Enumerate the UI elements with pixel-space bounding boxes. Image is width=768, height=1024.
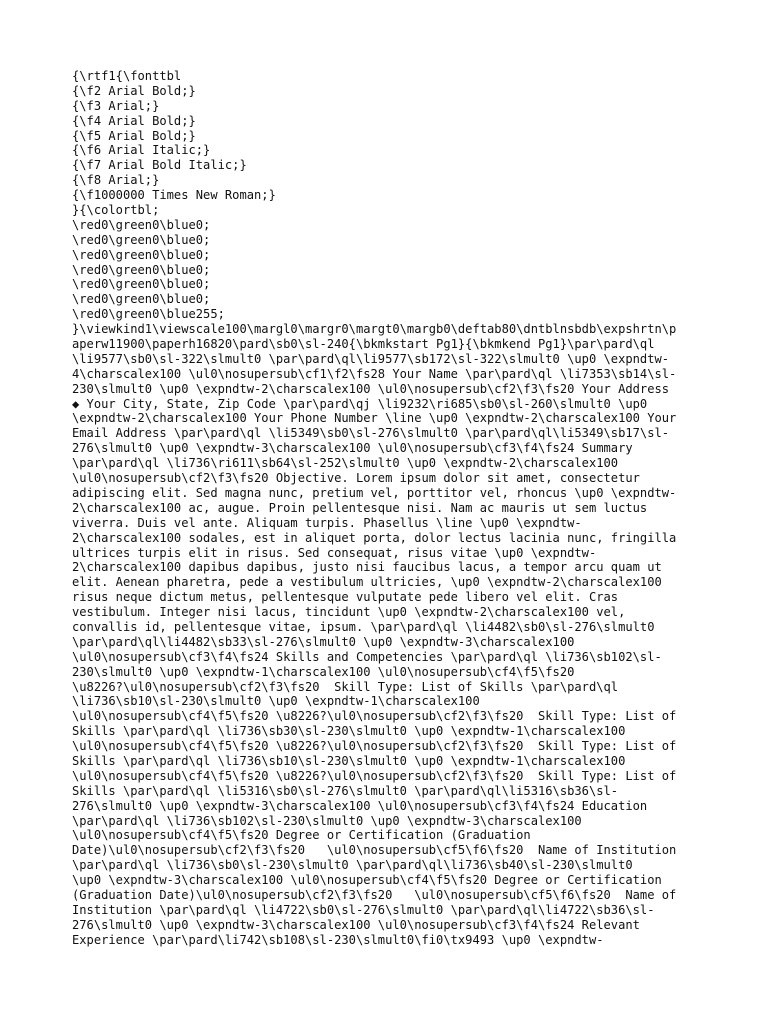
text-line: Experience \par\pard\li742\sb108\sl-230\slmult0\fi0\tx9493 \up0 \expndtw- xyxy=(72,932,604,947)
text-line: \red0\green0\blue255; xyxy=(72,307,225,322)
text-line: Skills \par\pard\ql \li736\sb10\sl-230\slmult0 \up0 \expndtw-1\charscalex100 xyxy=(72,753,626,768)
text-line: \u8226?\ul0\nosupersub\cf2\f3\fs20 Skill Type: List of Skills \par\pard\ql xyxy=(72,679,619,694)
text-line: {\f6 Arial Italic;} xyxy=(72,143,211,158)
text-line: 4\charscalex100 \ul0\nosupersub\cf1\f2\fs28 Your Name \par\pard\ql \li7353\sb14\sl- xyxy=(72,366,677,381)
text-line: Institution \par\pard\ql \li4722\sb0\sl-276\slmult0 \par\pard\ql\li4722\sb36\sl- xyxy=(72,902,655,917)
text-line: \red0\green0\blue0; xyxy=(72,217,211,232)
text-line: \red0\green0\blue0; xyxy=(72,247,211,262)
text-line: 230\slmult0 \up0 \expndtw-2\charscalex100 \ul0\nosupersub\cf2\f3\fs20 Your Address xyxy=(72,381,670,396)
text-line: 2\charscalex100 dapibus dapibus, justo nisi faucibus lacus, a tempor arcu quam ut xyxy=(72,560,662,575)
text-line: \par\pard\ql \li736\sb0\sl-230\slmult0 \par\pard\ql\li736\sb40\sl-230\slmult0 xyxy=(72,858,633,873)
text-line: Skills \par\pard\ql \li736\sb30\sl-230\slmult0 \up0 \expndtw-1\charscalex100 xyxy=(72,724,626,739)
text-line: \red0\green0\blue0; xyxy=(72,277,211,292)
text-line: 2\charscalex100 sodales, est in aliquet porta, dolor lectus lacinia nunc, fringilla xyxy=(72,530,677,545)
text-line: Email Address \par\pard\ql \li5349\sb0\sl-276\slmult0 \par\pard\ql\li5349\sb17\sl- xyxy=(72,426,670,441)
text-line: \par\pard\ql\li4482\sb33\sl-276\slmult0 \up0 \expndtw-3\charscalex100 xyxy=(72,634,575,649)
text-line: \par\pard\ql \li736\ri611\sb64\sl-252\slmult0 \up0 \expndtw-2\charscalex100 xyxy=(72,456,619,471)
text-line: 276\slmult0 \up0 \expndtw-3\charscalex100 \ul0\nosupersub\cf3\f4\fs24 Relevant xyxy=(72,917,640,932)
text-line: adipiscing elit. Sed magna nunc, pretium vel, porttitor vel, rhoncus \up0 \expndtw- xyxy=(72,485,677,500)
text-line: 276\slmult0 \up0 \expndtw-3\charscalex100 \ul0\nosupersub\cf3\f4\fs24 Education xyxy=(72,798,648,813)
text-line: ultrices turpis elit in risus. Sed consequat, risus vitae \up0 \expndtw- xyxy=(72,545,597,560)
text-line: convallis id, pellentesque vitae, ipsum. \par\pard\ql \li4482\sb0\sl-276\slmult0 xyxy=(72,619,655,634)
text-line: (Graduation Date)\ul0\nosupersub\cf2\f3\fs20 \ul0\nosupersub\cf5\f6\fs20 Name of xyxy=(72,887,677,902)
text-line: \red0\green0\blue0; xyxy=(72,262,211,277)
text-line: viverra. Duis vel ante. Aliquam turpis. Phasellus \line \up0 \expndtw- xyxy=(72,515,582,530)
text-line: \li736\sb10\sl-230\slmult0 \up0 \expndtw-1\charscalex100 xyxy=(72,694,480,709)
text-line: }{\colortbl; xyxy=(72,203,160,218)
text-line: \ul0\nosupersub\cf3\f4\fs24 Skills and Competencies \par\pard\ql \li736\sb102\sl- xyxy=(72,649,662,664)
text-line: \ul0\nosupersub\cf2\f3\fs20 Objective. Lorem ipsum dolor sit amet, consectetur xyxy=(72,471,640,486)
rtf-source-text xyxy=(72,69,700,948)
text-line: \up0 \expndtw-3\charscalex100 \ul0\nosupersub\cf4\f5\fs20 Degree or Certification xyxy=(72,873,662,888)
text-line: 276\slmult0 \up0 \expndtw-3\charscalex100 \ul0\nosupersub\cf3\f4\fs24 Summary xyxy=(72,441,633,456)
text-line: \ul0\nosupersub\cf4\f5\fs20 Degree or Certification (Graduation xyxy=(72,828,531,843)
text-line: 230\slmult0 \up0 \expndtw-1\charscalex100 \ul0\nosupersub\cf4\f5\fs20 xyxy=(72,664,575,679)
text-line: \ul0\nosupersub\cf4\f5\fs20 \u8226?\ul0\nosupersub\cf2\f3\fs20 Skill Type: List of xyxy=(72,709,677,724)
text-line: ◆ Your City, State, Zip Code \par\pard\qj \li9232\ri685\sb0\sl-260\slmult0 \up0 xyxy=(72,396,648,411)
text-line: risus neque dictum metus, pellentesque vulputate pede libero vel elit. Cras xyxy=(72,590,619,605)
text-line: }\viewkind1\viewscale100\margl0\margr0\margt0\margb0\deftab80\dntblnsbdb\expshrtn\p xyxy=(72,322,677,337)
text-line: {\f5 Arial Bold;} xyxy=(72,128,196,143)
text-line: \par\pard\ql \li736\sb102\sl-230\slmult0 \up0 \expndtw-3\charscalex100 xyxy=(72,813,582,828)
text-line: \ul0\nosupersub\cf4\f5\fs20 \u8226?\ul0\nosupersub\cf2\f3\fs20 Skill Type: List of xyxy=(72,768,677,783)
text-line: aperw11900\paperh16820\pard\sb0\sl-240{\bkmkstart Pg1}{\bkmkend Pg1}\par\pard\ql xyxy=(72,337,655,352)
text-line: {\f1000000 Times New Roman;} xyxy=(72,188,276,203)
text-line: {\f7 Arial Bold Italic;} xyxy=(72,158,247,173)
text-line: {\f3 Arial;} xyxy=(72,98,160,113)
text-line: {\f8 Arial;} xyxy=(72,173,160,188)
text-line: Date)\ul0\nosupersub\cf2\f3\fs20 \ul0\nosupersub\cf5\f6\fs20 Name of Institution xyxy=(72,843,677,858)
text-line: 2\charscalex100 ac, augue. Proin pellentesque nisi. Nam ac mauris ut sem luctus xyxy=(72,500,648,515)
text-line: {\f4 Arial Bold;} xyxy=(72,113,196,128)
text-line: \red0\green0\blue0; xyxy=(72,292,211,307)
text-line: {\f2 Arial Bold;} xyxy=(72,83,196,98)
text-line: \ul0\nosupersub\cf4\f5\fs20 \u8226?\ul0\nosupersub\cf2\f3\fs20 Skill Type: List of xyxy=(72,739,677,754)
text-line: \red0\green0\blue0; xyxy=(72,232,211,247)
text-line: \expndtw-2\charscalex100 Your Phone Number \line \up0 \expndtw-2\charscalex100 Your xyxy=(72,411,677,426)
text-line: vestibulum. Integer nisi lacus, tincidunt \up0 \expndtw-2\charscalex100 vel, xyxy=(72,605,626,620)
text-line: elit. Aenean pharetra, pede a vestibulum ultricies, \up0 \expndtw-2\charscalex100 xyxy=(72,575,662,590)
text-line: {\rtf1{\fonttbl xyxy=(72,69,182,83)
text-line: Skills \par\pard\ql \li5316\sb0\sl-276\slmult0 \par\pard\ql\li5316\sb36\sl- xyxy=(72,783,619,798)
text-line: \li9577\sb0\sl-322\slmult0 \par\pard\ql\li9577\sb172\sl-322\slmult0 \up0 \expndtw- xyxy=(72,351,670,366)
